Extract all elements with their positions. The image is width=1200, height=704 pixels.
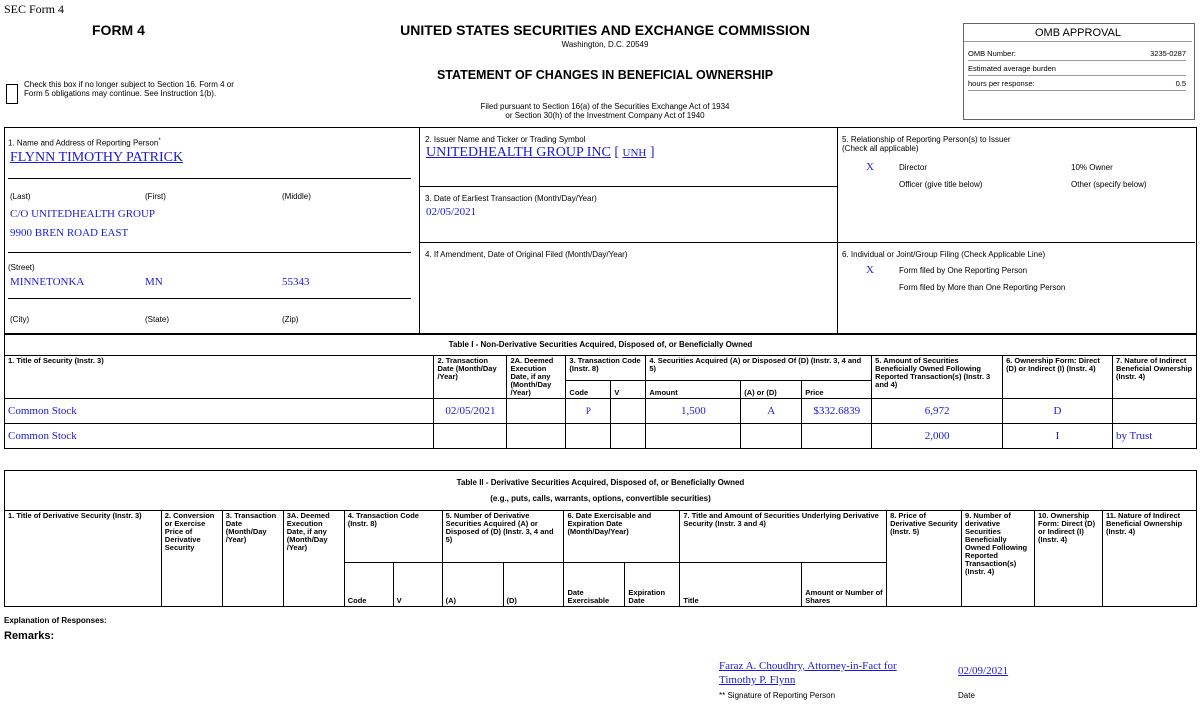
t2-col-conversion: 2. Conversion or Exercise Price of Derivative Security (161, 511, 222, 607)
t1-col-code: 3. Transaction Code (Instr. 8) (566, 356, 646, 381)
table2-title (5, 471, 1197, 511)
t1-cell-amount (646, 424, 741, 449)
t1-sub-aord: (A) or (D) (741, 381, 802, 399)
divider (838, 242, 1195, 243)
t1-cell-nature (1112, 399, 1196, 424)
t2-col-number: 5. Number of Derivative Securities Acquired (A) or Disposed of (D) (Instr. 3, 4 and 5) (442, 511, 564, 563)
t2-col-form: 10. Ownership Form: Direct (D) or Indirect (I) (Instr. 4) (1035, 511, 1103, 607)
t1-sub-amount: Amount (646, 381, 741, 399)
reporting-person-name-link[interactable]: FLYNN TIMOTHY PATRICK (10, 150, 184, 165)
omb-number-label: OMB Number: (968, 49, 1016, 58)
t1-col-title: 1. Title of Security (Instr. 3) (5, 356, 434, 399)
address-line1: C/O UNITEDHEALTH GROUP (10, 208, 156, 220)
one-person-label: Form filed by One Reporting Person (899, 266, 1028, 275)
t1-col-form: 6. Ownership Form: Direct (D) or Indirect (I) (Instr. 4) (1003, 356, 1113, 399)
street-label: (Street) (8, 263, 35, 272)
t1-cell-owned: 6,972 (872, 399, 1003, 424)
issuer-label: 2. Issuer Name and Ticker or Trading Symbol (425, 135, 586, 144)
omb-number-row (968, 47, 1186, 61)
agency-city: Washington, D.C. 20549 (561, 40, 649, 49)
t1-cell-code: P (566, 399, 611, 424)
divider (8, 178, 411, 179)
t2-sub-v: V (393, 563, 442, 607)
last-label: (Last) (10, 192, 31, 201)
t2-col-date: 3. Transaction Date (Month/Day /Year) (222, 511, 283, 607)
issuer-name-link[interactable]: UNITEDHEALTH GROUP INC (426, 145, 611, 160)
address-line2: 9900 BREN ROAD EAST (10, 227, 129, 239)
state-label: (State) (145, 315, 170, 324)
t1-cell-form: D (1003, 399, 1113, 424)
table-row (5, 424, 1197, 449)
reporting-person-label: 1. Name and Address of Reporting Person* (8, 138, 161, 148)
t1-cell-aord: A (741, 399, 802, 424)
table1-title: Table I - Non-Derivative Securities Acquired, Disposed of, or Beneficially Owned (5, 334, 1197, 356)
state-value: MN (145, 276, 163, 288)
t1-cell-date: 02/05/2021 (434, 399, 507, 424)
divider (420, 186, 837, 187)
t2-sub-amount: Amount or Number of Shares (802, 563, 887, 607)
relationship-sublabel: (Check all applicable) (842, 144, 919, 153)
t2-sub-code: Code (344, 563, 393, 607)
t2-col-exercisable: 6. Date Exercisable and Expiration Date (Month/Day/Year) (564, 511, 680, 563)
t1-sub-price: Price (802, 381, 872, 399)
t1-sub-v: V (611, 381, 646, 399)
divider (837, 127, 838, 333)
date-label: Date (958, 691, 975, 700)
t2-col-nature: 11. Nature of Indirect Beneficial Ownership (Instr. 4) (1102, 511, 1196, 607)
omb-approval-title: OMB APPROVAL (964, 25, 1192, 42)
t2-col-underlying: 7. Title and Amount of Securities Underlying Derivative Security (Instr. 3 and 4) (680, 511, 887, 563)
one-person-checkmark[interactable]: X (866, 264, 874, 276)
divider (419, 127, 420, 333)
t2-sub-title: Title (680, 563, 802, 607)
agency-name: UNITED STATES SECURITIES AND EXCHANGE COMMISSION (400, 22, 810, 38)
t2-col-deemed: 3A. Deemed Execution Date, if any (Month/Day /Year) (283, 511, 344, 607)
statement-title: STATEMENT OF CHANGES IN BENEFICIAL OWNERSHIP (436, 68, 774, 82)
table-derivative (4, 470, 1197, 607)
t1-cell-deemed (507, 399, 566, 424)
t1-cell-nature: by Trust (1112, 424, 1196, 449)
zip-value: 55343 (282, 276, 310, 288)
t2-sub-exercisable: Date Exercisable (564, 563, 625, 607)
officer-label: Officer (give title below) (899, 180, 983, 189)
omb-burden-row (968, 62, 1186, 76)
ticker-bracket-open: [ (614, 145, 620, 160)
t1-cell-deemed (507, 424, 566, 449)
t2-sub-a: (A) (442, 563, 503, 607)
t2-col-title: 1. Title of Derivative Security (Instr. 3) (5, 511, 162, 607)
divider (420, 242, 837, 243)
zip-label: (Zip) (282, 315, 299, 324)
filed-pursuant-line1: Filed pursuant to Section 16(a) of the Securities Exchange Act of 1934 (480, 102, 730, 111)
ten-pct-owner-label: 10% Owner (1071, 163, 1113, 172)
first-label: (First) (145, 192, 166, 201)
earliest-transaction-label: 3. Date of Earliest Transaction (Month/Day/Year) (425, 194, 597, 203)
omb-number-value: 3235-0287 (1150, 49, 1186, 58)
t1-cell-amount: 1,500 (646, 399, 741, 424)
issuer-line (426, 145, 655, 161)
other-label: Other (specify below) (1071, 180, 1147, 189)
t1-cell-price (802, 424, 872, 449)
t1-col-date: 2. Transaction Date (Month/Day /Year) (434, 356, 507, 399)
table2-title-line1: Table II - Derivative Securities Acquired, Disposed of, or Beneficially Owned (456, 477, 745, 487)
ticker-bracket-close: ] (649, 145, 655, 160)
more-persons-label: Form filed by More than One Reporting Person (899, 283, 1066, 292)
signature-date-link[interactable]: 02/09/2021 (958, 665, 1009, 677)
sec-form-label: SEC Form 4 (4, 2, 65, 16)
omb-hours-value: 0.5 (1175, 79, 1186, 88)
section16-checkbox-label: Check this box if no longer subject to Section 16. Form 4 or Form 5 obligations may continue. See Instruction 1(b). (24, 80, 234, 98)
relationship-label: 5. Relationship of Reporting Person(s) to Issuer (842, 135, 1011, 144)
t2-col-code: 4. Transaction Code (Instr. 8) (344, 511, 442, 563)
t1-cell-v (611, 399, 646, 424)
t1-col-securities: 4. Securities Acquired (A) or Disposed Of (D) (Instr. 3, 4 and 5) (646, 356, 872, 381)
signature-link[interactable]: Faraz A. Choudhry, Attorney-in-Fact for Timothy P. Flynn (719, 660, 897, 686)
t1-col-deemed: 2A. Deemed Execution Date, if any (Month/Day /Year) (507, 356, 566, 399)
t1-cell-date (434, 424, 507, 449)
t1-cell-title: Common Stock (5, 399, 434, 424)
city-value: MINNETONKA (10, 276, 85, 288)
remarks-label: Remarks: (4, 630, 55, 642)
signature-label: ** Signature of Reporting Person (719, 691, 836, 700)
section16-checkbox[interactable] (6, 84, 18, 104)
issuer-ticker-link[interactable]: UNH (622, 147, 647, 159)
table2-title-line2: (e.g., puts, calls, warrants, options, convertible securities) (490, 493, 711, 503)
t1-col-nature: 7. Nature of Indirect Beneficial Ownership (Instr. 4) (1112, 356, 1196, 399)
amendment-label: 4. If Amendment, Date of Original Filed (Month/Day/Year) (425, 250, 628, 259)
table-row (5, 399, 1197, 424)
omb-burden-label: Estimated average burden (968, 64, 1056, 73)
table-non-derivative (4, 333, 1197, 449)
t2-sub-expiration: Expiration Date (625, 563, 680, 607)
director-checkmark[interactable]: X (866, 161, 874, 173)
t2-sub-d: (D) (503, 563, 564, 607)
t1-cell-aord (741, 424, 802, 449)
filing-label: 6. Individual or Joint/Group Filing (Check Applicable Line) (842, 250, 1046, 259)
t1-cell-title: Common Stock (5, 424, 434, 449)
t1-cell-owned: 2,000 (872, 424, 1003, 449)
t1-col-owned: 5. Amount of Securities Beneficially Owned Following Reported Transaction(s) (Instr. 3 and 4) (872, 356, 1003, 399)
t1-sub-code: Code (566, 381, 611, 399)
t1-cell-v (611, 424, 646, 449)
omb-hours-label: hours per response: (968, 79, 1035, 88)
t1-cell-code (566, 424, 611, 449)
city-label: (City) (10, 315, 30, 324)
divider (8, 252, 411, 253)
t1-cell-form: I (1003, 424, 1113, 449)
explanation-label: Explanation of Responses: (4, 616, 107, 625)
form-title: FORM 4 (92, 22, 145, 38)
divider (8, 298, 411, 299)
omb-hours-row (968, 77, 1186, 91)
director-label: Director (899, 163, 928, 172)
middle-label: (Middle) (282, 192, 311, 201)
filed-pursuant-line2: or Section 30(h) of the Investment Company Act of 1940 (505, 111, 705, 120)
t1-cell-price: $332.6839 (802, 399, 872, 424)
t2-col-price: 8. Price of Derivative Security (Instr. 5) (887, 511, 962, 607)
earliest-transaction-date: 02/05/2021 (426, 206, 477, 218)
t2-col-owned: 9. Number of derivative Securities Beneficially Owned Following Reported Transaction(s) (Instr. 4) (962, 511, 1035, 607)
